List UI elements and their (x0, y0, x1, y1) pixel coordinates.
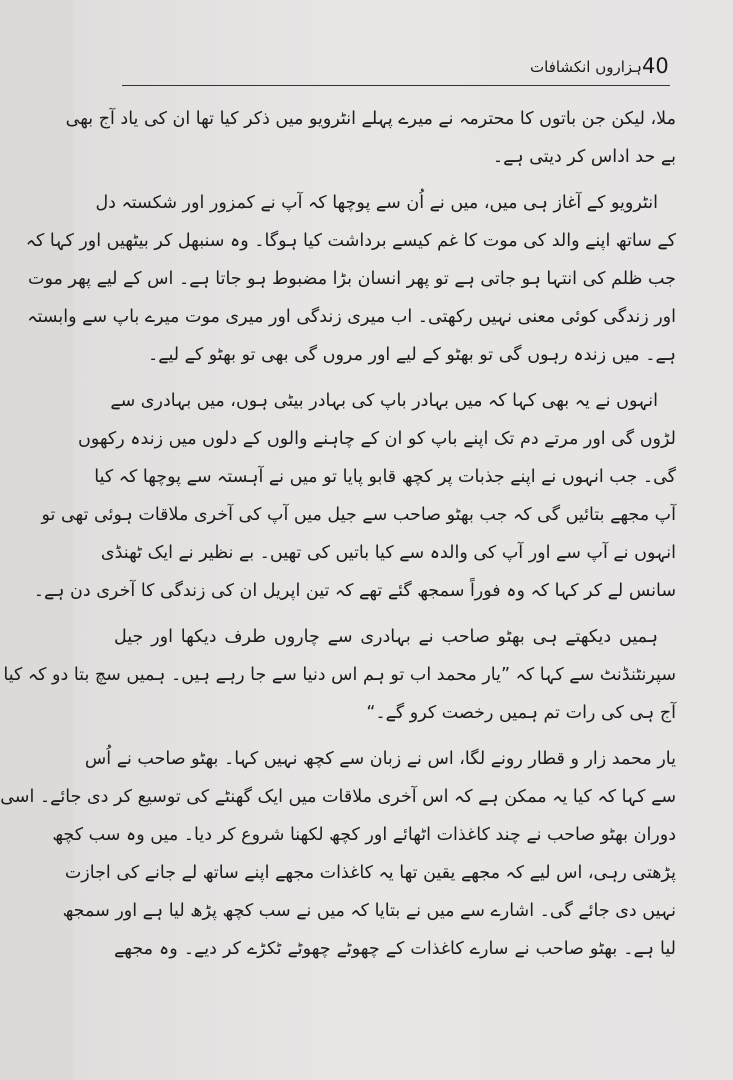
text-line: آج ہی کی رات تم ہمیں رخصت کرو گے۔“ (366, 703, 676, 723)
text-line: انٹرویو کے آغاز ہی میں، میں نے اُن سے پوچھا کہ آپ نے کمزور اور شکستہ دل (95, 193, 658, 213)
text-line: سانس لے کر کہا کہ وہ فوراً سمجھ گئے تھے کہ تین اپریل ان کی زندگی کا آخری دن ہے۔ (33, 581, 676, 601)
text-line: ہے۔ میں زندہ رہوں گی تو بھٹو کے لیے اور مروں گی بھی تو بھٹو کے لیے۔ (147, 345, 676, 365)
text-line: آپ مجھے بتائیں گی کہ جب بھٹو صاحب سے جیل میں آپ کی آخری ملاقات ہوئی تھی تو (41, 505, 676, 525)
text-line: کے ساتھ اپنے والد کی موت کا غم کیسے برداشت کیا ہوگا۔ وہ سنبھل کر بیٹھیں اور کہا کہ (25, 231, 676, 251)
page-body (0, 100, 676, 968)
text-line: لیا ہے۔ بھٹو صاحب نے سارے کاغذات کے چھوٹے چھوٹے ٹکڑے کر دیے۔ وہ مجھے (114, 939, 676, 959)
text-line: پڑھتی رہی، اس لیے کہ مجھے یقین تھا یہ کاغذات مجھے اپنے ساتھ لے جانے کی اجازت (64, 863, 676, 883)
text-line: سپرنٹنڈنٹ سے کہا کہ ”یار محمد اب تو ہم اس دنیا سے جا رہے ہیں۔ ہمیں سچ بتا دو کہ کیا (3, 665, 676, 685)
text-line: انہوں نے یہ بھی کہا کہ میں بہادر باپ کی بہادر بیٹی ہوں، میں بہادری سے (110, 391, 658, 411)
text-line: بے حد اداس کر دیتی ہے۔ (492, 147, 676, 167)
text-line: جب ظلم کی انتہا ہو جاتی ہے تو پھر انسان بڑا مضبوط ہو جاتا ہے۔ اس کے لیے پھر موت (27, 269, 676, 289)
text-line: ملا، لیکن جن باتوں کا محترمہ نے میرے پہلے انٹرویو میں ذکر کیا تھا ان کی یاد آج بھی (65, 109, 676, 129)
text-line: دوران بھٹو صاحب نے چند کاغذات اٹھائے اور کچھ لکھنا شروع کر دیا۔ میں وہ سب کچھ (52, 825, 676, 845)
header-divider (122, 85, 670, 86)
text-line: گی۔ جب انہوں نے اپنے جذبات پر کچھ قابو پایا تو میں نے آہستہ سے پوچھا کہ کیا (94, 467, 676, 487)
page-number: 40 (642, 54, 669, 78)
text-line: اور زندگی کوئی معنی نہیں رکھتی۔ اب میری زندگی اور میری موت میرے باپ سے وابستہ (27, 307, 676, 327)
text-line: نہیں دی جائے گی۔ اشارے سے میں نے بتایا کہ میں نے سب کچھ پڑھ لیا ہے اور سمجھ (62, 901, 676, 921)
text-line: یار محمد زار و قطار رونے لگا، اس نے زبان سے کچھ نہیں کہا۔ بھٹو صاحب نے اُس (84, 749, 676, 769)
running-title: ہزاروں انکشافات (530, 58, 642, 76)
text-line: لڑوں گی اور مرتے دم تک اپنے باپ کو ان کے چاہنے والوں کے دلوں میں زندہ رکھوں (77, 429, 676, 449)
text-line: سے کہا کہ کیا یہ ممکن ہے کہ اس آخری ملاقات میں ایک گھنٹے کی توسیع کر دی جائے۔ اسی (0, 787, 676, 807)
text-line: ہمیں دیکھتے ہی بھٹو صاحب نے بہادری سے چاروں طرف دیکھا اور جیل (114, 627, 658, 647)
text-line: انہوں نے آپ سے اور آپ کی والدہ سے کیا باتیں کی تھیں۔ بے نظیر نے ایک ٹھنڈی (100, 543, 676, 563)
page-header (112, 50, 677, 86)
